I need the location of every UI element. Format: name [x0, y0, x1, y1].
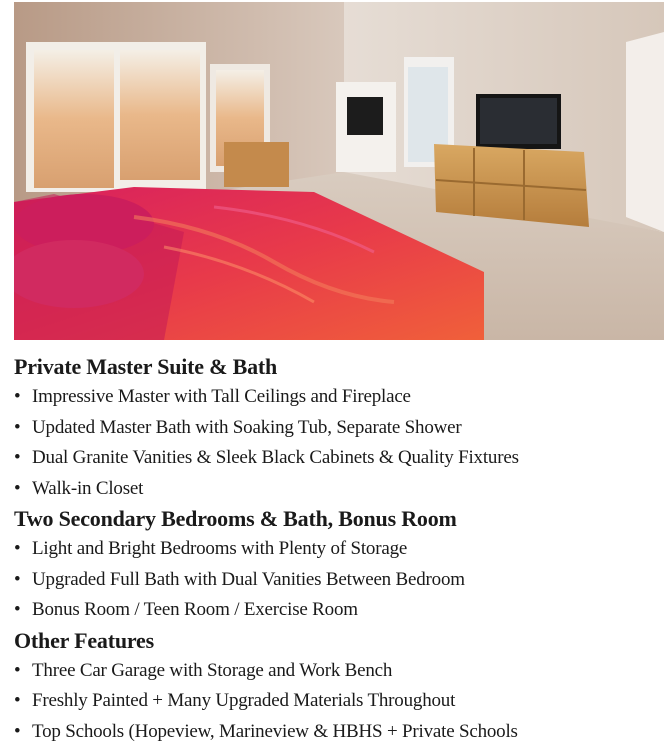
section-title: Two Secondary Bedrooms & Bath, Bonus Room	[14, 506, 457, 531]
bullet-icon: •	[14, 416, 21, 438]
feature-list	[14, 382, 657, 504]
section-title: Private Master Suite & Bath	[14, 354, 278, 379]
list-item	[14, 717, 657, 748]
section-title: Other Features	[14, 627, 154, 653]
bullet-icon: •	[14, 386, 21, 407]
list-item-text: Freshly Painted + Many Upgraded Materials Throughout	[32, 690, 456, 711]
bullet-icon: •	[14, 538, 21, 559]
list-item	[14, 565, 657, 596]
list-item-text: Dual Granite Vanities & Sleek Black Cabinets & Quality Fixtures	[32, 447, 519, 468]
bedroom-photo	[14, 2, 664, 340]
list-item	[14, 595, 657, 626]
bullet-icon: •	[14, 720, 21, 742]
bullet-icon: •	[14, 599, 21, 620]
list-item	[14, 443, 657, 474]
bullet-icon: •	[14, 477, 21, 499]
list-item	[14, 413, 657, 444]
bullet-icon: •	[14, 447, 21, 468]
list-item	[14, 534, 657, 565]
features-content	[14, 352, 657, 747]
list-item-text: Top Schools (Hopeview, Marineview & HBHS + Private Schools	[32, 720, 518, 742]
bullet-icon: •	[14, 568, 21, 590]
list-item	[14, 686, 657, 717]
list-item-text: Updated Master Bath with Soaking Tub, Separate Shower	[32, 416, 462, 438]
bullet-icon: •	[14, 659, 21, 681]
list-item-text: Walk-in Closet	[32, 477, 144, 499]
list-item	[14, 656, 657, 687]
list-item	[14, 474, 657, 505]
list-item-text: Light and Bright Bedrooms with Plenty of Storage	[32, 538, 408, 559]
bullet-icon: •	[14, 690, 21, 711]
feature-list	[14, 656, 657, 748]
feature-list	[14, 534, 657, 626]
list-item-text: Impressive Master with Tall Ceilings and Fireplace	[32, 386, 411, 407]
list-item-text: Three Car Garage with Storage and Work Bench	[32, 659, 393, 681]
list-item-text: Upgraded Full Bath with Dual Vanities Between Bedroom	[32, 568, 465, 590]
list-item-text: Bonus Room / Teen Room / Exercise Room	[32, 599, 358, 620]
list-item	[14, 382, 657, 413]
